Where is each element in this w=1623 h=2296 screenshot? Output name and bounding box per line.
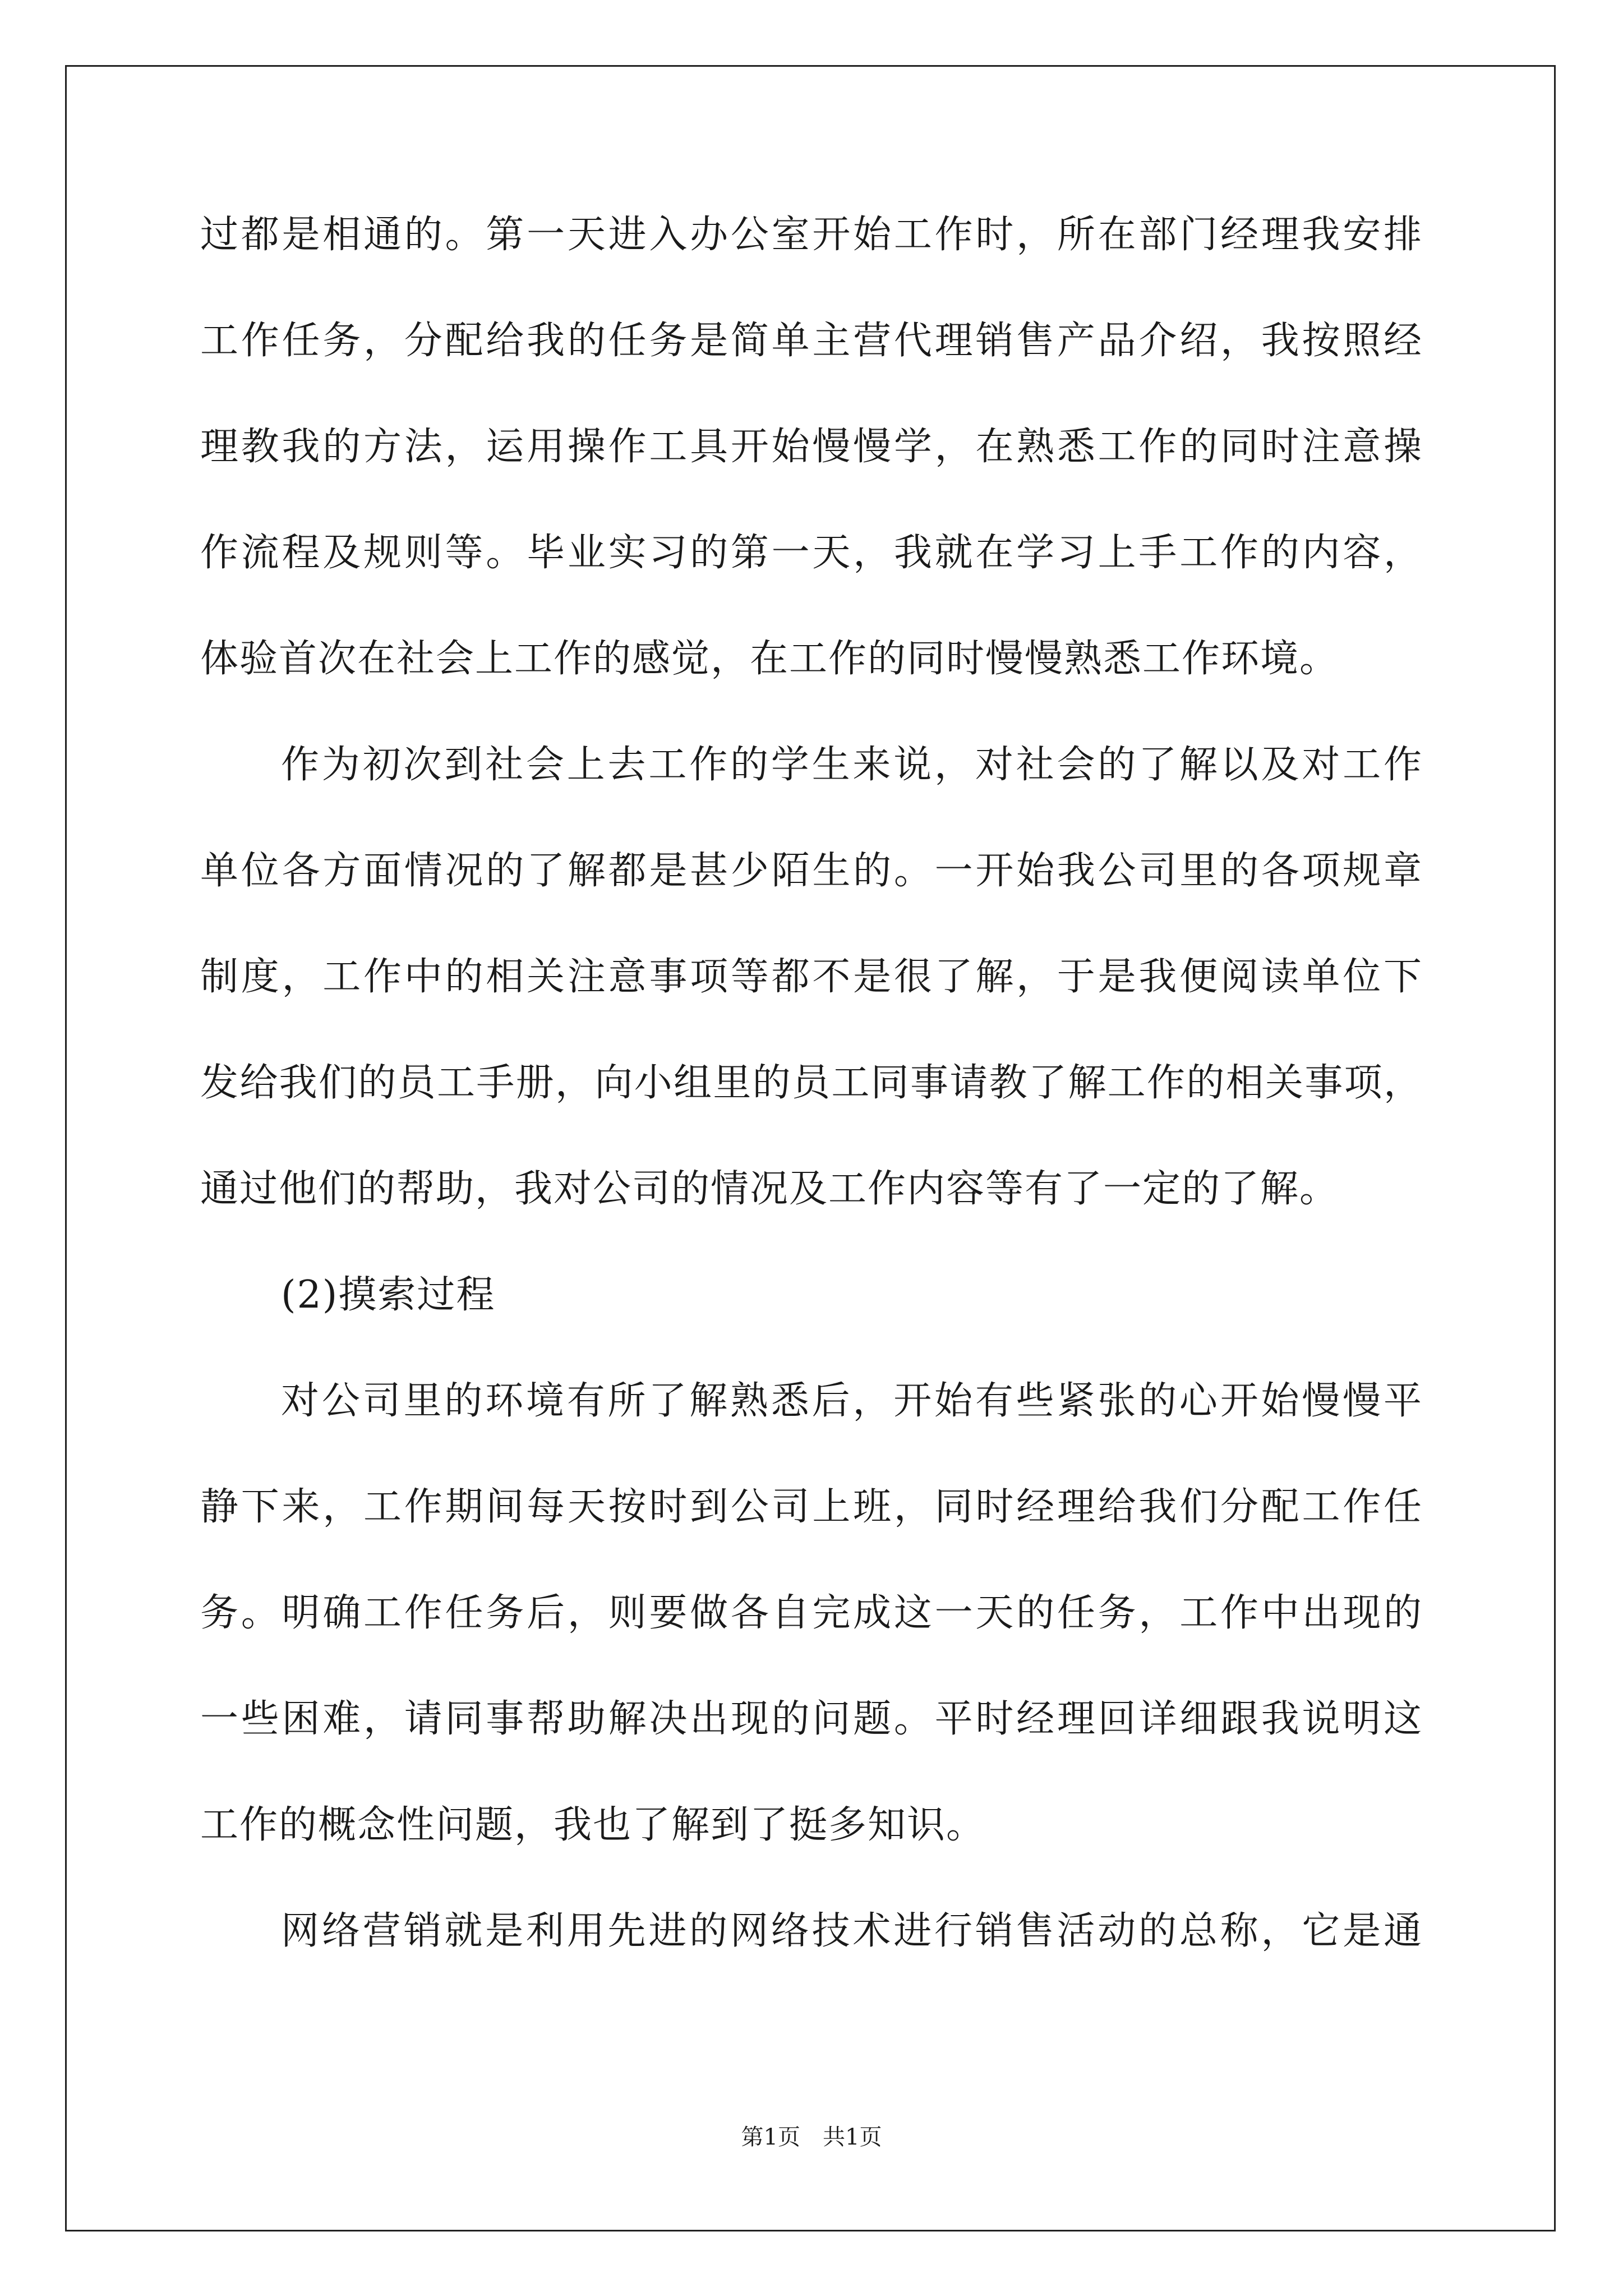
text-line: 体验首次在社会上工作的感觉，在工作的同时慢慢熟悉工作环境。 bbox=[200, 637, 1339, 681]
text-line: 通过他们的帮助，我对公司的情况及工作内容等有了一定的了解。 bbox=[200, 1167, 1339, 1211]
text-line: 作流程及规则等。毕业实习的第一天，我就在学习上手工作的内容， bbox=[200, 531, 1423, 575]
paragraph-first-line: 网络营销就是利用先进的网络技术进行销售活动的总称，它是通 bbox=[281, 1909, 1423, 1953]
text-line: 过都是相通的。第一天进入办公室开始工作时，所在部门经理我安排 bbox=[200, 213, 1423, 257]
document-body bbox=[200, 213, 1423, 2018]
text-line: 发给我们的员工手册，向小组里的员工同事请教了解工作的相关事项， bbox=[200, 1061, 1423, 1105]
paragraph-first-line: 作为初次到社会上去工作的学生来说，对社会的了解以及对工作 bbox=[281, 743, 1423, 787]
text-line: 工作任务，分配给我的任务是简单主营代理销售产品介绍，我按照经 bbox=[200, 319, 1423, 363]
text-line: 理教我的方法，运用操作工具开始慢慢学，在熟悉工作的同时注意操 bbox=[200, 425, 1423, 469]
text-line: 单位各方面情况的了解都是甚少陌生的。一开始我公司里的各项规章 bbox=[200, 849, 1423, 893]
text-line: 制度，工作中的相关注意事项等都不是很了解，于是我便阅读单位下 bbox=[200, 955, 1423, 999]
section-heading: (2)摸索过程 bbox=[281, 1273, 496, 1317]
text-line: 工作的概念性问题，我也了解到了挺多知识。 bbox=[200, 1803, 986, 1847]
text-line: 静下来，工作期间每天按时到公司上班，同时经理给我们分配工作任 bbox=[200, 1485, 1423, 1529]
text-line: 一些困难，请同事帮助解决出现的问题。平时经理回详细跟我说明这 bbox=[200, 1697, 1423, 1741]
text-line: 务。明确工作任务后，则要做各自完成这一天的任务，工作中出现的 bbox=[200, 1591, 1423, 1635]
page-number-footer: 第1页 共1页 bbox=[741, 2124, 882, 2150]
paragraph-first-line: 对公司里的环境有所了解熟悉后，开始有些紧张的心开始慢慢平 bbox=[281, 1379, 1423, 1423]
